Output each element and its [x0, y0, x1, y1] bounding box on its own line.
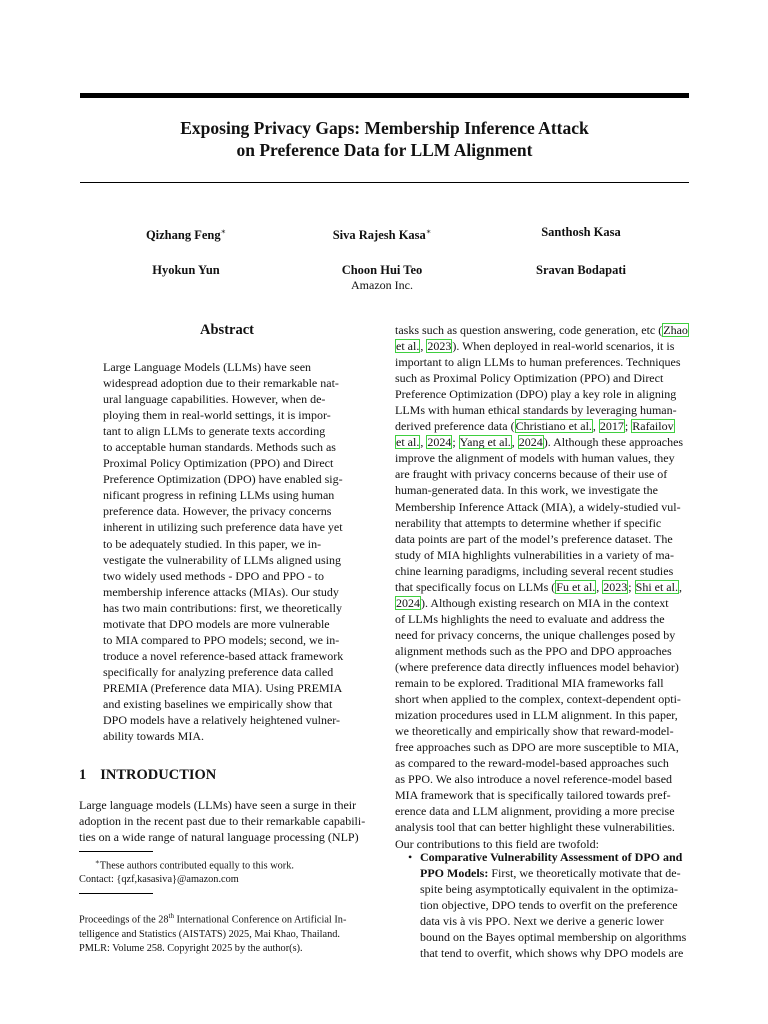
text-line: troduce a novel reference-based attack framework: [103, 648, 344, 663]
affiliation: Amazon Inc.: [351, 278, 413, 292]
section-heading-introduction: 1 INTRODUCTION: [79, 767, 217, 783]
author-3: Santhosh Kasa: [541, 225, 621, 239]
text-line: ability towards MIA.: [103, 729, 204, 744]
text-line: Proximal Policy Optimization (PPO) and Direct: [103, 456, 334, 471]
text-line: inherent in utilizing such preference data have yet: [103, 520, 343, 535]
text-line: two widely used methods - DPO and PPO - to: [103, 568, 324, 583]
text-line: membership inference attacks (MIAs). Our study: [103, 584, 339, 599]
citation-link[interactable]: Yang et al.: [459, 435, 511, 450]
top-rule: [80, 93, 689, 98]
text-line: adoption in the recent past due to their remarkable capabili-: [79, 814, 366, 829]
citation-link[interactable]: et al.: [396, 339, 420, 354]
citation-link[interactable]: 2017: [599, 419, 624, 434]
text-line: specifically for analyzing preference data called: [103, 664, 334, 679]
text-line: Large language models (LLMs) have seen a surge in their: [79, 798, 357, 812]
text-line: Preference Optimization (DPO) have enabled sig-: [103, 472, 343, 487]
abstract-body: [103, 359, 351, 744]
text-line: preference data. However, the privacy concerns: [103, 504, 332, 519]
footnote-rule: [79, 851, 153, 852]
citation-link[interactable]: Rafailov: [632, 419, 674, 434]
proceedings-rule: [79, 893, 153, 894]
citation-link[interactable]: Shi et al.: [635, 579, 678, 594]
text-line: motivate that DPO models are more vulnerable: [103, 616, 330, 631]
author-2: Siva Rajesh Kasa∗: [332, 227, 432, 243]
abstract-heading: Abstract: [200, 322, 254, 338]
citation-link[interactable]: 2023: [427, 339, 452, 354]
text-line: widespread adoption due to their remarkable nat-: [103, 376, 339, 391]
text-line: has two main contributions: first, we theoretically: [103, 600, 342, 615]
text-line: vestigate the vulnerability of LLMs aligned using: [103, 552, 341, 567]
citation-link[interactable]: 2024: [427, 435, 452, 450]
citation-link[interactable]: et al.: [396, 435, 420, 450]
intro-paragraph: [79, 797, 375, 845]
author-5: Choon Hui Teo: [341, 263, 423, 277]
bullet-dot: •: [408, 850, 413, 864]
text-line: PREMIA (Preference data MIA). Using PREMIA: [103, 680, 343, 695]
citation-link[interactable]: 2024: [396, 595, 420, 610]
citation-link[interactable]: Zhao: [663, 323, 688, 337]
text-line: and existing baselines we empirically show that: [103, 696, 333, 711]
text-line: DPO models have a relatively heightened vulner-: [103, 713, 341, 728]
author-6: Sravan Bodapati: [536, 263, 626, 277]
text-line: ploying them in real-world settings, it is impor-: [103, 408, 331, 423]
citation-link[interactable]: Christiano et al.: [515, 419, 592, 434]
text-line: ties on a wide range of natural language processing (NLP): [79, 830, 359, 845]
footnote: ∗These authors contributed equally to this work. Contact: {qzf,kasasiva}@amazon.com: [79, 858, 294, 886]
text-line: to acceptable human standards. Methods such as: [103, 440, 336, 455]
citation-link[interactable]: 2024: [518, 435, 543, 450]
contribution-bullet: • Comparative Vulnerability Assessment of DPO and PPO Models: First, we theoretically motivate that de- spite being asymptotically equivalent in the optimiza- tion objective, DPO tends to overfit on the preference data vis à vis PPO. Next we derive a generic lower bound on the Bayes optimal membership on algorithms that tend to overfit, which shows why DPO models are: [408, 850, 687, 961]
proceedings-note: Proceedings of the 28th International Conference on Artificial In- telligence and Statistics (AISTATS) 2025, Mai Khao, Thailand. PMLR: Volume 258. Copyright 2025 by the author(s).: [79, 912, 347, 955]
title-bottom-rule: [80, 182, 689, 183]
text-line: tant to align LLMs to generate texts according: [103, 424, 326, 439]
text-line: Large Language Models (LLMs) have seen: [103, 360, 312, 374]
text-line: to be adequately studied. In this paper, we in-: [103, 536, 322, 551]
citation-link[interactable]: Fu et al.: [556, 579, 596, 594]
text-line: nificant progress in refining LLMs using human: [103, 488, 335, 503]
author-1: Qizhang Feng∗: [145, 227, 227, 243]
text-line: ural language capabilities. However, when de-: [103, 392, 326, 407]
text-line: to MIA compared to PPO models; second, we in-: [103, 632, 340, 647]
author-4: Hyokun Yun: [152, 263, 220, 277]
intro-paragraph-continued: tasks such as question answering, code generation, etc (Zhao et al., 2023). When deployed in real-world scenarios, it is important to align LLMs to human preferences. Techniques such as Proximal Policy Optimization (PPO) and Direct Preference Optimization (DPO) play a key role in aligning LLMs with human ethical standards by leveraging human- derived preference data (Christiano et al., 2017; Rafailov et al., 2024; Yang et al., 2024). Although these approaches improve the alignment of models with human values, they are fraught with privacy concerns because of their use of human-generated data. In this work, we investigate the Membership Inference Attack (MIA), a widely-studied vul- nerability that attempts to determine whether if specific data points are part of the model’s preference dataset. The study of MIA highlights vulnerabilities in a variety of ma- chine learning paradigms, including several recent studies that specifically focus on LLMs (Fu et al., 2023; Shi et al., 2024). Although existing research on MIA in the context of LLMs highlights the need to evaluate and address the need for privacy concerns, the unique challenges posed by alignment methods such as the PPO and DPO approaches (where preference data directly influences model behavior) remain to be explored. Traditional MIA frameworks fall short when applied to the complex, context-dependent opti- mization procedures used in LLM alignment. In this paper, we theoretically and empirically show that reward-model- free approaches such as DPO are more susceptible to MIA, as compared to the reward-model-based approaches such as PPO. We also introduce a novel reference-model based MIA framework that is specifically tailored towards pref- erence data and LLM alignment, providing a more precise analysis tool that can better highlight these vulnerabilities. Our contributions to this field are twofold:: [395, 323, 688, 851]
citation-link[interactable]: 2023: [603, 579, 628, 594]
paper-title: Exposing Privacy Gaps: Membership Inference Attack on Preference Data for LLM Alignment: [180, 118, 589, 160]
